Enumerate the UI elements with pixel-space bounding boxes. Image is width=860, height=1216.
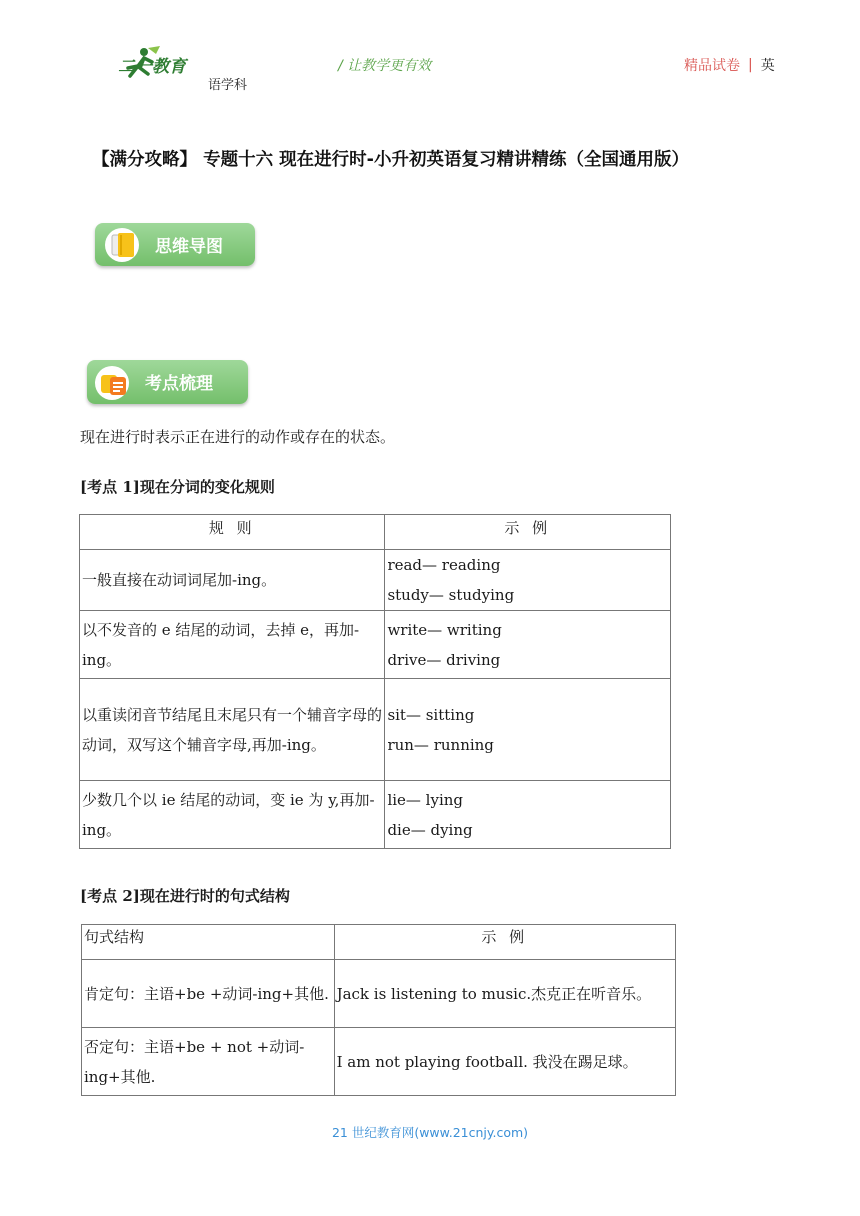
mind-map-badge xyxy=(95,223,255,266)
section-heading: [考点 2]现在进行时的句式结构 xyxy=(80,887,290,905)
example-cell: I am not playing football. 我没在踢足球。 xyxy=(334,1028,675,1096)
structure-cell: 肯定句：主语+be +动词-ing+其他. xyxy=(82,960,335,1028)
example-cell xyxy=(385,550,671,611)
logo-text: 二一教育 xyxy=(118,57,186,77)
subject-label: 英 xyxy=(760,58,775,74)
example-line: lie— lying xyxy=(387,790,464,809)
example-line: write— writing xyxy=(387,620,502,639)
column-header: 示 例 xyxy=(385,515,671,550)
notebook-icon xyxy=(103,226,149,264)
rule-cell: 以不发音的 e 结尾的动词，去掉 e，再加-ing。 xyxy=(80,611,385,679)
table-row xyxy=(82,960,676,1028)
example-cell: Jack is listening to music.杰克正在听音乐。 xyxy=(334,960,675,1028)
rule-cell: 少数几个以 ie 结尾的动词，变 ie 为 y,再加-ing。 xyxy=(80,781,385,849)
section-heading: [考点 1]现在分词的变化规则 xyxy=(80,478,275,496)
table-row xyxy=(80,611,671,679)
table-row xyxy=(82,1028,676,1096)
logo-subject-suffix: 语学科 xyxy=(208,78,248,93)
example-line: read— reading xyxy=(387,556,501,574)
slogan: / 让教学更有效 xyxy=(338,58,432,74)
column-header: 示 例 xyxy=(334,925,675,960)
example-cell xyxy=(385,679,671,781)
header-separator: | xyxy=(748,57,753,73)
table-row xyxy=(80,679,671,781)
table-header-row xyxy=(80,515,671,550)
column-header: 规 则 xyxy=(80,515,385,550)
table-header-row xyxy=(82,925,676,960)
key-points-label: 考点梳理 xyxy=(145,374,213,394)
example-line: study— studying xyxy=(387,586,515,604)
rule-cell: 一般直接在动词词尾加-ing。 xyxy=(80,550,385,611)
footer-source: 21 世纪教育网(www.21cnjy.com) xyxy=(331,1125,529,1140)
example-cell xyxy=(385,781,671,849)
example-line: drive— driving xyxy=(387,650,501,669)
column-header: 句式结构 xyxy=(82,925,335,960)
example-line: die— dying xyxy=(387,820,473,839)
table-row xyxy=(80,550,671,611)
quality-label: 精品试卷 xyxy=(684,58,740,74)
rule-cell: 以重读闭音节结尾且末尾只有一个辅音字母的动词，双写这个辅音字母,再加-ing。 xyxy=(80,679,385,781)
table-row xyxy=(80,781,671,849)
structure-cell: 否定句：主语+be + not +动词-ing+其他. xyxy=(82,1028,335,1096)
example-cell xyxy=(385,611,671,679)
example-line: run— running xyxy=(387,735,494,754)
header-right xyxy=(684,55,775,75)
mind-map-label: 思维导图 xyxy=(155,237,223,257)
sentence-structure-table xyxy=(81,924,676,1096)
example-line: sit— sitting xyxy=(387,705,475,724)
participle-rules-table xyxy=(79,514,671,849)
intro-text: 现在进行时表示正在进行的动作或存在的状态。 xyxy=(80,428,396,446)
list-icon xyxy=(93,364,139,402)
page-title: 【满分攻略】 专题十六 现在进行时-小升初英语复习精讲精练（全国通用版） xyxy=(92,150,689,170)
key-points-badge xyxy=(87,360,248,404)
